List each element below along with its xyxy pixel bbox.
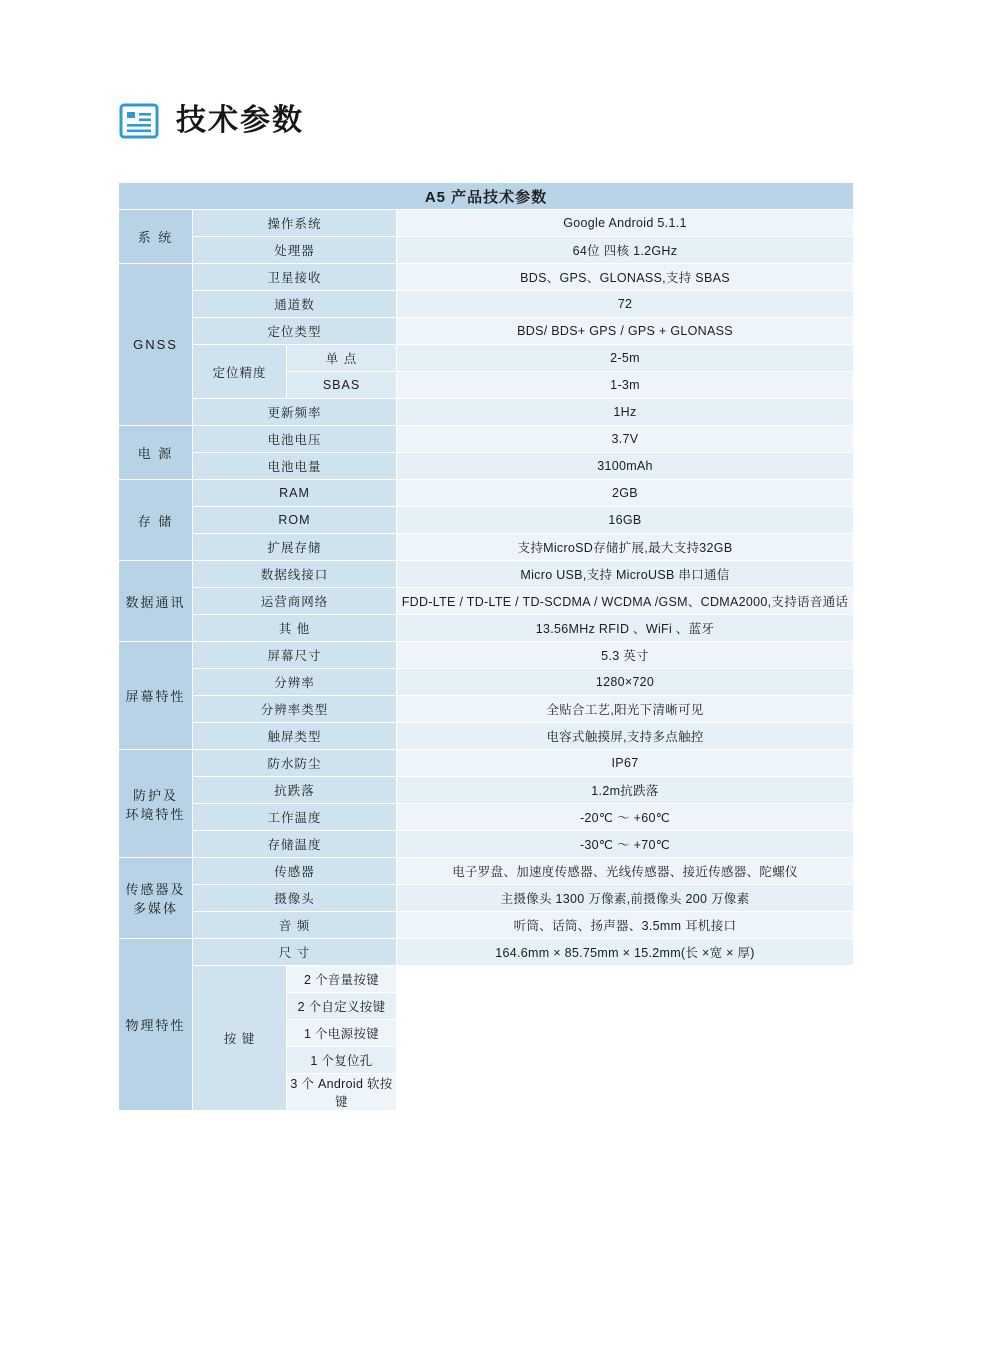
row-label: 音 频 bbox=[193, 912, 397, 939]
table-row bbox=[119, 885, 854, 912]
row-category: 系 统 bbox=[119, 210, 193, 264]
row-value: 2 个音量按键 bbox=[287, 966, 397, 993]
row-value: 1 个电源按键 bbox=[287, 1020, 397, 1047]
table-row bbox=[119, 237, 854, 264]
table-row bbox=[119, 426, 854, 453]
row-value: 72 bbox=[397, 291, 854, 318]
row-label: 分辨率类型 bbox=[193, 696, 397, 723]
row-value: 1 个复位孔 bbox=[287, 1047, 397, 1074]
document-spec-icon bbox=[118, 100, 160, 142]
row-label: RAM bbox=[193, 480, 397, 507]
table-row bbox=[119, 858, 854, 885]
row-label: 电池电压 bbox=[193, 426, 397, 453]
row-label: 屏幕尺寸 bbox=[193, 642, 397, 669]
row-category: 数据通讯 bbox=[119, 561, 193, 642]
table-title: A5 产品技术参数 bbox=[119, 183, 854, 210]
row-category: 物理特性 bbox=[119, 939, 193, 1111]
table-row bbox=[119, 480, 854, 507]
row-label: 处理器 bbox=[193, 237, 397, 264]
row-value: -20℃ ～ +60℃ bbox=[397, 804, 854, 831]
table-row bbox=[119, 642, 854, 669]
page-title: 技术参数 bbox=[176, 104, 304, 137]
row-label: 定位精度 bbox=[193, 345, 287, 399]
row-value: 3 个 Android 软按键 bbox=[287, 1074, 397, 1111]
row-label: 尺 寸 bbox=[193, 939, 397, 966]
table-row bbox=[119, 264, 854, 291]
row-value: IP67 bbox=[397, 750, 854, 777]
table-row bbox=[119, 804, 854, 831]
row-value: 164.6mm × 85.75mm × 15.2mm(长 ×宽 × 厚) bbox=[397, 939, 854, 966]
row-label: 电池电量 bbox=[193, 453, 397, 480]
table-row bbox=[119, 723, 854, 750]
row-value: 全贴合工艺,阳光下清晰可见 bbox=[397, 696, 854, 723]
row-value: 2GB bbox=[397, 480, 854, 507]
row-value: 2 个自定义按键 bbox=[287, 993, 397, 1020]
table-row bbox=[119, 561, 854, 588]
table-row bbox=[119, 831, 854, 858]
table-row bbox=[119, 777, 854, 804]
row-label: ROM bbox=[193, 507, 397, 534]
row-label: 操作系统 bbox=[193, 210, 397, 237]
row-value: 电容式触摸屏,支持多点触控 bbox=[397, 723, 854, 750]
row-label: 扩展存储 bbox=[193, 534, 397, 561]
page-header bbox=[118, 100, 304, 142]
row-label: 数据线接口 bbox=[193, 561, 397, 588]
table-row bbox=[119, 939, 854, 966]
table-row bbox=[119, 507, 854, 534]
table-row bbox=[119, 453, 854, 480]
row-label: 更新频率 bbox=[193, 399, 397, 426]
row-value: 1280×720 bbox=[397, 669, 854, 696]
row-value: 1-3m bbox=[397, 372, 854, 399]
row-value: 3100mAh bbox=[397, 453, 854, 480]
row-label: 其 他 bbox=[193, 615, 397, 642]
row-value: 2-5m bbox=[397, 345, 854, 372]
row-value: 64位 四核 1.2GHz bbox=[397, 237, 854, 264]
row-category: 防护及 环境特性 bbox=[119, 750, 193, 858]
row-value: 13.56MHz RFID 、WiFi 、蓝牙 bbox=[397, 615, 854, 642]
row-value: BDS、GPS、GLONASS,支持 SBAS bbox=[397, 264, 854, 291]
table-row bbox=[119, 399, 854, 426]
table-row bbox=[119, 912, 854, 939]
row-value: 主摄像头 1300 万像素,前摄像头 200 万像素 bbox=[397, 885, 854, 912]
row-category: 传感器及 多媒体 bbox=[119, 858, 193, 939]
row-value: 听筒、话筒、扬声器、3.5mm 耳机接口 bbox=[397, 912, 854, 939]
row-label: 运营商网络 bbox=[193, 588, 397, 615]
row-value: Google Android 5.1.1 bbox=[397, 210, 854, 237]
row-value: 5.3 英寸 bbox=[397, 642, 854, 669]
table-row bbox=[119, 534, 854, 561]
row-label: 传感器 bbox=[193, 858, 397, 885]
table-row bbox=[119, 291, 854, 318]
row-category: 屏幕特性 bbox=[119, 642, 193, 750]
row-category: 电 源 bbox=[119, 426, 193, 480]
table-row bbox=[119, 615, 854, 642]
row-label: 通道数 bbox=[193, 291, 397, 318]
row-category: 存 储 bbox=[119, 480, 193, 561]
spec-table bbox=[118, 182, 854, 1111]
row-value: 16GB bbox=[397, 507, 854, 534]
table-row bbox=[119, 696, 854, 723]
row-value: 3.7V bbox=[397, 426, 854, 453]
spec-table-body bbox=[119, 183, 854, 1111]
row-value: BDS/ BDS+ GPS / GPS + GLONASS bbox=[397, 318, 854, 345]
row-label: 摄像头 bbox=[193, 885, 397, 912]
table-row bbox=[119, 669, 854, 696]
table-row bbox=[119, 210, 854, 237]
row-label: 分辨率 bbox=[193, 669, 397, 696]
row-label: 防水防尘 bbox=[193, 750, 397, 777]
table-row bbox=[119, 750, 854, 777]
row-value: 1Hz bbox=[397, 399, 854, 426]
row-label: 定位类型 bbox=[193, 318, 397, 345]
row-label: 卫星接收 bbox=[193, 264, 397, 291]
row-label: 触屏类型 bbox=[193, 723, 397, 750]
row-value: Micro USB,支持 MicroUSB 串口通信 bbox=[397, 561, 854, 588]
table-row bbox=[119, 588, 854, 615]
row-category: GNSS bbox=[119, 264, 193, 426]
table-row bbox=[119, 318, 854, 345]
row-label: 按 键 bbox=[193, 966, 287, 1111]
row-value: -30℃ ～ +70℃ bbox=[397, 831, 854, 858]
row-value: 1.2m抗跌落 bbox=[397, 777, 854, 804]
row-label: 抗跌落 bbox=[193, 777, 397, 804]
row-label: 存储温度 bbox=[193, 831, 397, 858]
table-title-row bbox=[119, 183, 854, 210]
row-value: 支持MicroSD存储扩展,最大支持32GB bbox=[397, 534, 854, 561]
table-row bbox=[119, 345, 854, 372]
row-label: 工作温度 bbox=[193, 804, 397, 831]
table-row bbox=[119, 966, 854, 993]
row-value: FDD-LTE / TD-LTE / TD-SCDMA / WCDMA /GSM、CDMA2000,支持语音通话 bbox=[397, 588, 854, 615]
row-sublabel: SBAS bbox=[287, 372, 397, 399]
row-sublabel: 单 点 bbox=[287, 345, 397, 372]
row-value: 电子罗盘、加速度传感器、光线传感器、接近传感器、陀螺仪 bbox=[397, 858, 854, 885]
